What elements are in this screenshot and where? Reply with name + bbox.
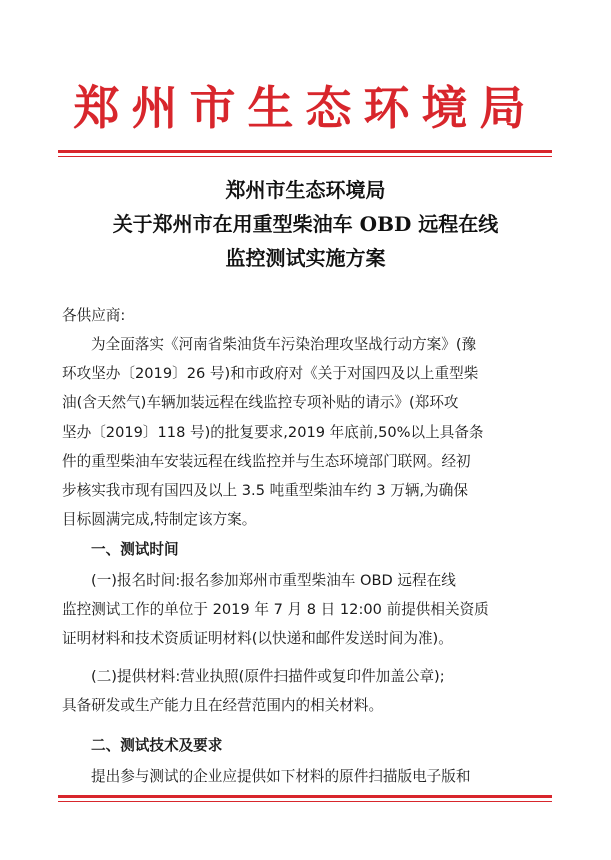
paragraph-2	[62, 566, 550, 654]
paragraph-1	[62, 330, 550, 534]
issuer-header: 郑州市生态环境局	[73, 81, 538, 135]
section-1	[62, 535, 550, 564]
section-2	[62, 731, 550, 760]
paragraph-line: 为全面落实《河南省柴油货车污染治理攻坚战行动方案》(豫	[91, 336, 477, 353]
doc-title-line1: 郑州市生态环境局	[225, 178, 386, 202]
section-heading: 一、测试时间	[91, 541, 179, 558]
salutation	[62, 301, 550, 330]
paragraph-line: 环攻坚办〔2019〕26 号)和市政府对《关于对国四及以上重型柴	[62, 365, 479, 383]
doc-title-line2: 关于郑州市在用重型柴油车 OBD 远程在线	[112, 212, 499, 236]
paragraph-line: 具备研发或生产能力且在经营范围内的相关材料。	[62, 697, 384, 715]
paragraph-3	[62, 662, 550, 720]
paragraph-line: (二)提供材料:营业执照(原件扫描件或复印件加盖公章);	[91, 668, 445, 685]
paragraph-line: 油(含天然气)车辆加装远程在线监控专项补贴的请示》(郑环攻	[62, 394, 459, 412]
paragraph-line: 件的重型柴油车安装远程在线监控并与生态环境部门联网。经初	[62, 452, 471, 470]
footer-red-rule-thick	[58, 795, 552, 798]
section-heading: 二、测试技术及要求	[91, 737, 223, 754]
paragraph-line: 目标圆满完成,特制定该方案。	[62, 511, 257, 529]
paragraph-line: 坚办〔2019〕118 号)的批复要求,2019 年底前,50%以上具备条	[62, 423, 484, 441]
paragraph-line: 证明材料和技术资质证明材料(以快递和邮件发送时间为准)。	[62, 630, 453, 648]
header-red-rule-thick	[58, 150, 552, 153]
paragraph-line: 提出参与测试的企业应提供如下材料的原件扫描版电子版和	[91, 768, 471, 785]
doc-title-line3: 监控测试实施方案	[225, 246, 386, 270]
footer-red-rule-thin	[58, 801, 552, 802]
paragraph-line: (一)报名时间:报名参加郑州市重型柴油车 OBD 远程在线	[91, 572, 456, 589]
paragraph-line: 步核实我市现有国四及以上 3.5 吨重型柴油车约 3 万辆,为确保	[62, 481, 468, 499]
paragraph-line: 监控测试工作的单位于 2019 年 7 月 8 日 12:00 前提供相关资质	[62, 601, 489, 619]
salutation-text: 各供应商:	[62, 307, 126, 324]
paragraph-4	[62, 762, 550, 791]
header-red-rule-thin	[58, 156, 552, 157]
